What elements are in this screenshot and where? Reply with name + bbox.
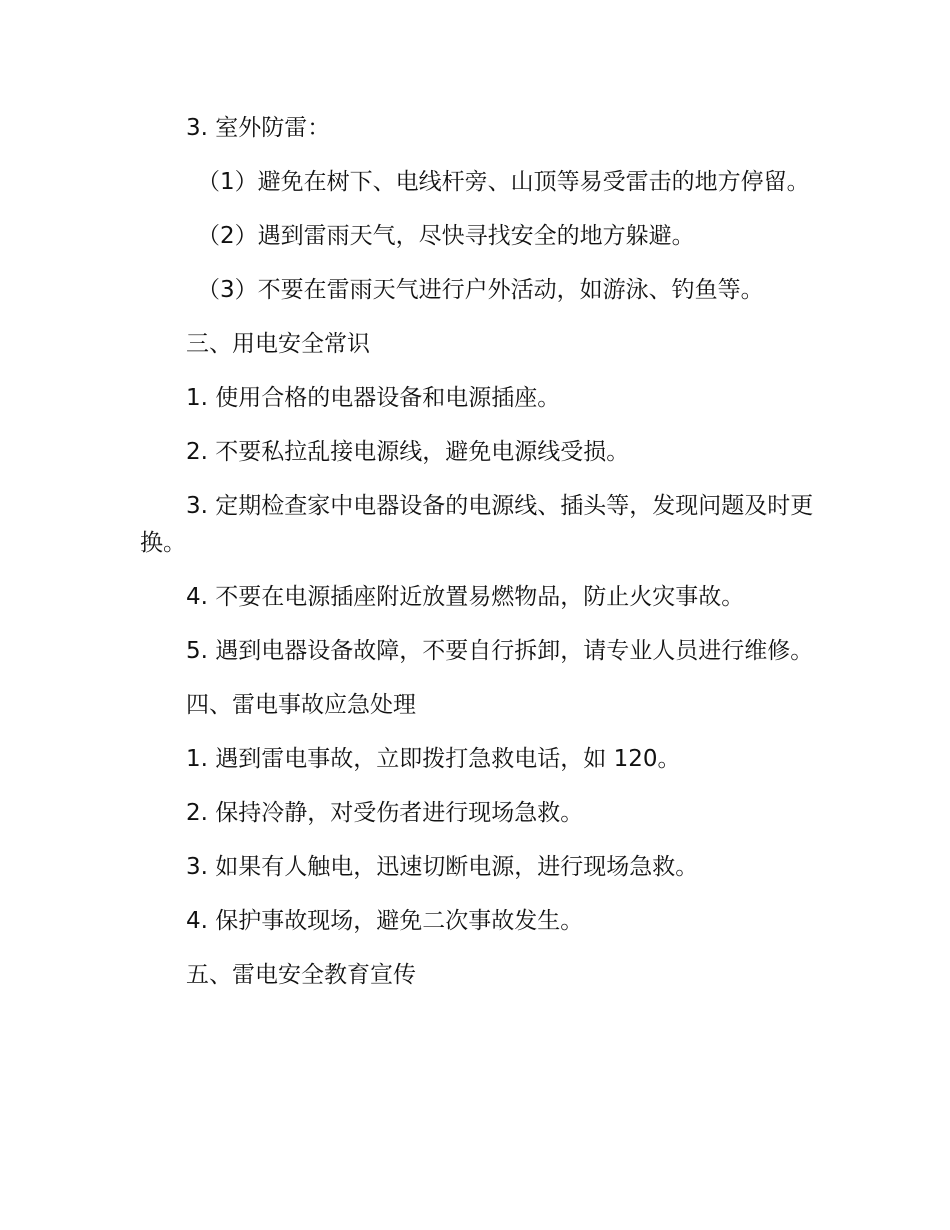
list-item: 4. 不要在电源插座附近放置易燃物品，防止火灾事故。 <box>186 584 745 610</box>
list-item: 4. 保护事故现场，避免二次事故发生。 <box>186 908 584 934</box>
document-body <box>140 110 820 1011</box>
list-item: 5. 遇到电器设备故障，不要自行拆卸，请专业人员进行维修。 <box>186 638 814 664</box>
list-item: 3. 室外防雷： <box>186 115 331 141</box>
list-item: 3. 定期检查家中电器设备的电源线、插头等，发现问题及时更换。 <box>140 493 814 556</box>
list-item: 2. 不要私拉乱接电源线，避免电源线受损。 <box>186 439 630 465</box>
list-item: 3. 如果有人触电，迅速切断电源，进行现场急救。 <box>186 854 699 880</box>
list-item: 1. 遇到雷电事故，立即拨打急救电话，如 120。 <box>186 746 681 772</box>
list-item: 2. 保持冷静，对受伤者进行现场急救。 <box>186 800 584 826</box>
section-heading: 四、雷电事故应急处理 <box>186 692 416 718</box>
sub-list-item: （3）不要在雷雨天气进行户外活动，如游泳、钓鱼等。 <box>197 277 764 303</box>
section-heading: 五、雷电安全教育宣传 <box>186 962 416 988</box>
sub-list-item: （2）遇到雷雨天气，尽快寻找安全的地方躲避。 <box>197 223 695 249</box>
section-heading: 三、用电安全常识 <box>186 331 370 357</box>
sub-list-item: （1）避免在树下、电线杆旁、山顶等易受雷击的地方停留。 <box>197 169 810 195</box>
list-item: 1. 使用合格的电器设备和电源插座。 <box>186 385 561 411</box>
